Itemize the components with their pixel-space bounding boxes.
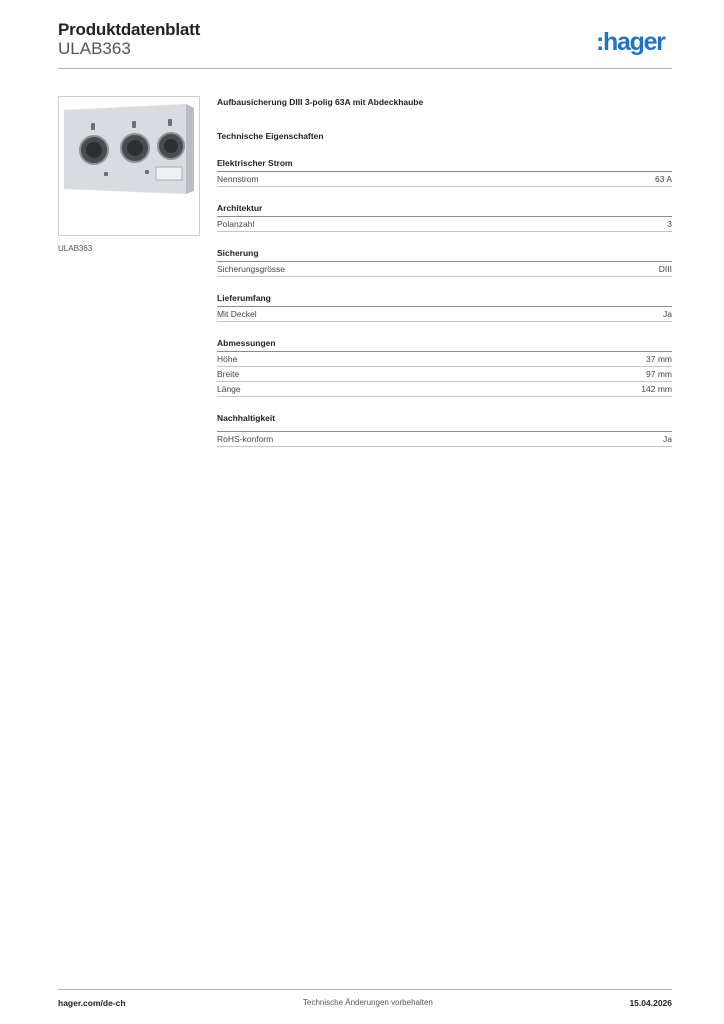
property-value: 37 mm <box>646 354 672 364</box>
product-name: Aufbausicherung DIII 3-polig 63A mit Abdeckhaube <box>217 97 424 107</box>
footer-divider <box>58 989 672 990</box>
section-title: Abmessungen <box>217 338 672 352</box>
property-row <box>217 172 672 187</box>
property-row <box>217 217 672 232</box>
property-label: Sicherungsgrösse <box>217 264 286 274</box>
property-label: Höhe <box>217 354 238 364</box>
property-label: RoHS-konform <box>217 434 274 444</box>
property-value: 3 <box>667 219 672 229</box>
footer-website: hager.com/de-ch <box>58 998 126 1008</box>
section-title: Nachhaltigkeit <box>217 413 276 423</box>
property-value: 142 mm <box>641 384 672 394</box>
property-label: Breite <box>217 369 240 379</box>
fuse-box-illustration <box>59 97 199 235</box>
property-value: Ja <box>663 434 672 444</box>
page-title: Produktdatenblatt <box>58 20 201 39</box>
section-dimensions <box>217 338 672 397</box>
property-value: 63 A <box>654 174 672 184</box>
section-title: Sicherung <box>217 248 672 262</box>
footer-disclaimer: Technische Änderungen vorbehalten <box>303 998 433 1007</box>
property-row <box>217 367 672 382</box>
product-details <box>217 96 672 447</box>
property-row <box>217 307 672 322</box>
property-row <box>217 382 672 397</box>
property-row <box>217 262 672 277</box>
section-fuse <box>217 248 672 277</box>
property-label: Länge <box>217 384 241 394</box>
property-value: DIII <box>658 264 672 274</box>
property-label: Nennstrom <box>217 174 259 184</box>
product-image <box>58 96 200 236</box>
property-value: Ja <box>663 309 672 319</box>
section-architecture <box>217 203 672 232</box>
section-electrical-current <box>217 158 672 187</box>
product-code: ULAB363 <box>58 39 131 58</box>
property-row <box>217 431 672 447</box>
property-row <box>217 352 672 367</box>
header-divider <box>58 68 672 69</box>
footer-date: 15.04.2026 <box>629 998 672 1008</box>
property-value: 97 mm <box>646 369 672 379</box>
section-title: Lieferumfang <box>217 293 672 307</box>
section-title: Elektrischer Strom <box>217 158 672 172</box>
properties-heading: Technische Eigenschaften <box>217 131 324 141</box>
image-caption: ULAB363 <box>58 244 93 253</box>
property-label: Polanzahl <box>217 219 255 229</box>
hager-logo: :hager <box>596 28 665 56</box>
section-title: Architektur <box>217 203 672 217</box>
section-scope-of-delivery <box>217 293 672 322</box>
section-sustainability <box>217 413 672 447</box>
property-label: Mit Deckel <box>217 309 257 319</box>
